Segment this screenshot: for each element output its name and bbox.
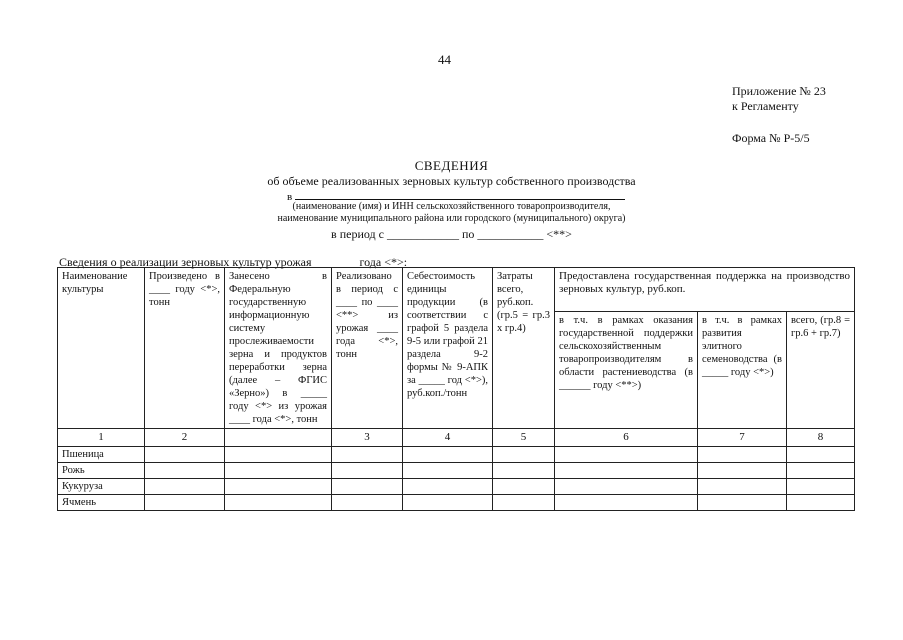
header-produced: Произведено в ____ году <*>, тонн <box>145 268 225 429</box>
column-number: 5 <box>493 429 555 447</box>
data-cell <box>555 447 698 463</box>
data-cell <box>787 447 855 463</box>
data-cell <box>332 479 403 495</box>
data-cell <box>332 495 403 511</box>
data-cell <box>145 479 225 495</box>
data-cell <box>493 495 555 511</box>
appendix-line-1: Приложение № 23 <box>732 84 826 98</box>
data-cell <box>145 495 225 511</box>
producer-caption-1: (наименование (имя) и ИНН сельскохозяйственного товаропроизводителя, <box>292 201 611 212</box>
page-number: 44 <box>438 52 451 67</box>
data-cell <box>555 479 698 495</box>
report-table <box>57 267 855 511</box>
appendix-line-2: к Регламенту <box>732 99 799 113</box>
crop-name-cell: Кукуруза <box>58 479 145 495</box>
header-crop-name: Наименование культуры <box>58 268 145 429</box>
data-cell <box>403 479 493 495</box>
header-fgis: Занесено в Федеральную государственную информационную систему прослеживаемости зерна и продуктов переработки зерна (далее – ФГИС «Зерно») в _____ году <*> из урожая ____ года <*>, тонн <box>225 268 332 429</box>
table-row <box>58 479 855 495</box>
data-cell <box>403 447 493 463</box>
header-support-crop: в т.ч. в рамках оказания государственной поддержки сельскохозяйственным товаропроизводителям в области растениеводства (в ______ году <**>) <box>555 311 698 428</box>
data-cell <box>225 463 332 479</box>
data-cell <box>698 463 787 479</box>
table-row <box>58 495 855 511</box>
document-title: СВЕДЕНИЯ <box>414 158 489 173</box>
header-support-group: Предоставлена государственная поддержка на производство зерновых культур, руб.коп. <box>555 268 855 312</box>
data-cell <box>555 463 698 479</box>
header-sold: Реализовано в период с ____ по ____ <**> из урожая ____ года <*>, тонн <box>332 268 403 429</box>
data-cell <box>493 447 555 463</box>
crop-name-cell: Ячмень <box>58 495 145 511</box>
data-cell <box>332 463 403 479</box>
table-row <box>58 463 855 479</box>
data-cell <box>145 447 225 463</box>
column-number: 4 <box>403 429 493 447</box>
data-cell <box>555 495 698 511</box>
data-cell <box>225 447 332 463</box>
column-number: 6 <box>555 429 698 447</box>
column-number-row <box>58 429 855 447</box>
data-cell <box>493 463 555 479</box>
appendix-block <box>732 84 826 114</box>
header-support-total: всего, (гр.8 = гр.6 + гр.7) <box>787 311 855 428</box>
producer-blank <box>295 189 625 200</box>
header-support-elite: в т.ч. в рамках развития элитного семеноводства (в _____ году <*>) <box>698 311 787 428</box>
data-cell <box>403 495 493 511</box>
data-cell <box>403 463 493 479</box>
column-number: 1 <box>58 429 145 447</box>
producer-caption-2: наименование муниципального района или городского (муниципального) округа) <box>277 213 626 224</box>
data-cell <box>493 479 555 495</box>
producer-prefix: в <box>287 191 293 203</box>
column-number: 3 <box>332 429 403 447</box>
crop-name-cell: Пшеница <box>58 447 145 463</box>
column-number: 8 <box>787 429 855 447</box>
data-cell <box>698 447 787 463</box>
column-number: 7 <box>698 429 787 447</box>
data-cell <box>332 447 403 463</box>
column-number: 2 <box>145 429 225 447</box>
crop-name-cell: Рожь <box>58 463 145 479</box>
form-number: Форма № Р-5/5 <box>732 131 810 145</box>
data-cell <box>787 495 855 511</box>
data-cell <box>698 495 787 511</box>
data-cell <box>225 495 332 511</box>
data-cell <box>698 479 787 495</box>
table-row <box>58 447 855 463</box>
data-cell <box>145 463 225 479</box>
data-cell <box>787 479 855 495</box>
column-number <box>225 429 332 447</box>
header-row-1 <box>58 268 855 312</box>
harvest-line: Сведения о реализации зерновых культур урожая _______ года <*>: <box>59 255 408 269</box>
header-cost: Себестоимость единицы продукции (в соответствии с графой 5 раздела 9-5 или графой 21 раздела 9-2 формы № 9-АПК за _____ год <*>), руб.коп./тонн <box>403 268 493 429</box>
document-subtitle: об объеме реализованных зерновых культур собственного производства <box>267 174 636 188</box>
period-line: в период с ____________ по ___________ <**> <box>331 227 572 241</box>
data-cell <box>225 479 332 495</box>
data-cell <box>787 463 855 479</box>
header-expenses: Затраты всего, руб.коп. (гр.5 = гр.3 х гр.4) <box>493 268 555 429</box>
